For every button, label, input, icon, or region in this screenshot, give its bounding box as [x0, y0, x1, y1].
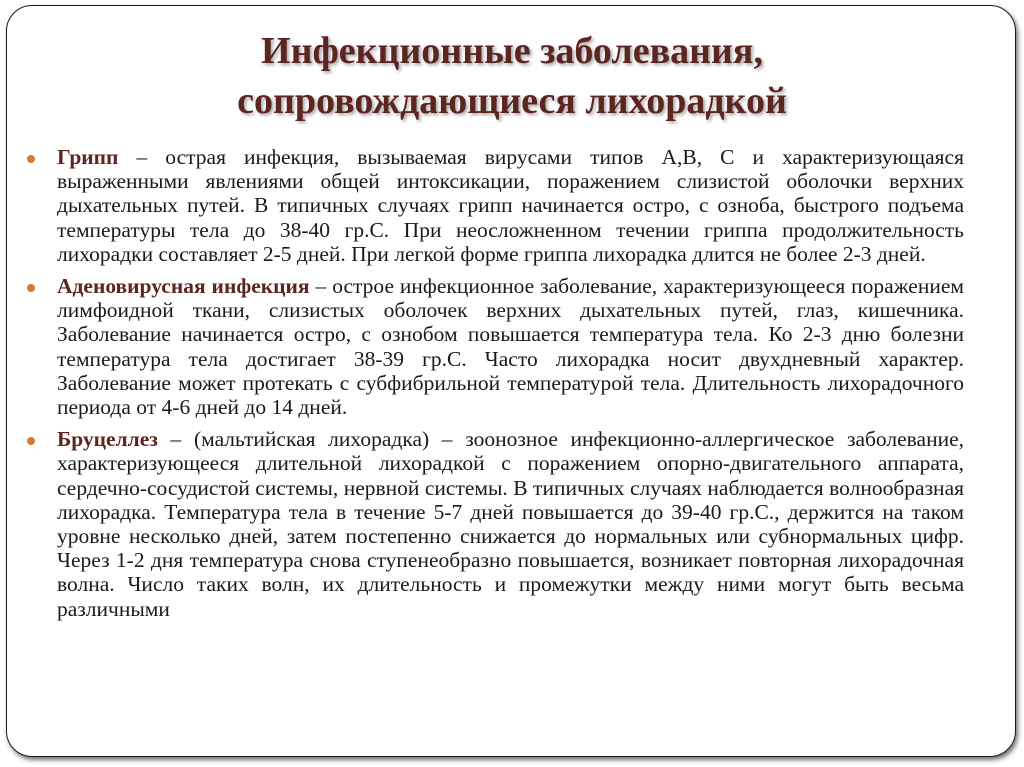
- slide-title: [0, 26, 1024, 126]
- bullet-item-flu: [24, 145, 964, 266]
- bullet-dot-icon: [27, 437, 35, 445]
- bullet-description: – острая инфекция, вызываемая вирусами типов А,В, С и характеризующаяся выраженными явлениями общей интоксикации, поражением слизистой оболочки верхних дыхательных путей. В типичных случаях грипп начинается остро, с озноба, быстрого подъема температуры тела до 38-40 гр.С. При неосложненном течении гриппа продолжительность лихорадки составляет 2-5 дней. При легкой форме гриппа лихорадка длится не более 2-3 дней.: [57, 145, 964, 266]
- bullet-description: – (мальтийская лихорадка) – зоонозное инфекционно-аллергическое заболевание, характеризующееся длительной лихорадкой с поражением опорно-двигательного аппарата, сердечно-сосудистой системы, нервной системы. В типичных случаях наблюдается волнообразная лихорадка. Температура тела в течение 5-7 дней повышается до 39-40 гр.С., держится на таком уровне несколько дней, затем постепенно снижается до нормальных или субнормальных цифр. Через 1-2 дня температура снова ступенеобразно повышается, возникает повторная лихорадочная волна. Число таких волн, их длительность и промежутки между ними могут быть весьма различными: [57, 427, 964, 621]
- bullet-description: – острое инфекционное заболевание, характеризующееся поражением лимфоидной ткани, слизистых оболочек верхних дыхательных путей, глаз, кишечника. Заболевание начинается остро, с ознобом повышается температура тела. Ко 2-3 дню болезни температура тела достигает 38-39 гр.С. Часто лихорадка носит двухдневный характер. Заболевание может протекать с субфибрильной температурой тела. Длительность лихорадочного периода от 4-6 дней до 14 дней.: [57, 274, 964, 420]
- bullet-text: [57, 427, 964, 621]
- bullet-text: [57, 145, 964, 266]
- bullet-item-brucellosis: [24, 427, 964, 621]
- slide-title-line-2: сопровождающиеся лихорадкой: [237, 80, 787, 122]
- bullet-dot-icon: [27, 284, 35, 292]
- bullet-dot-icon: [27, 155, 35, 163]
- bullet-term: Грипп: [57, 145, 119, 169]
- bullet-list: [24, 145, 964, 629]
- bullet-item-adenovirus: [24, 274, 964, 419]
- bullet-term: Бруцеллез: [57, 427, 158, 452]
- bullet-text: [57, 274, 964, 419]
- bullet-term: Аденовирусная инфекция: [57, 274, 310, 299]
- slide-title-line-1: Инфекционные заболевания,: [261, 30, 763, 72]
